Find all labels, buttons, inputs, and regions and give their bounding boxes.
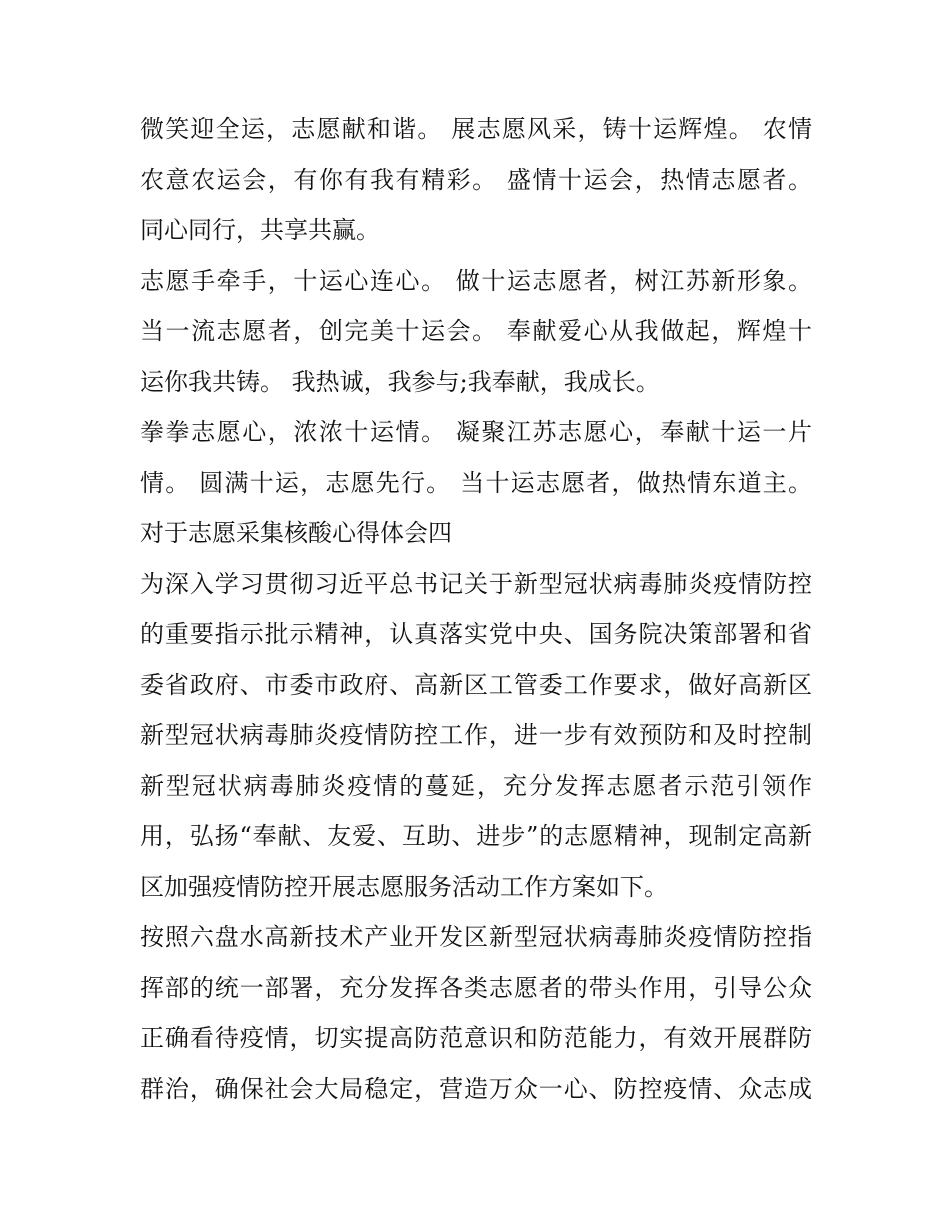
paragraph-guidance: [140, 912, 812, 1114]
heading-text: 对于志愿采集核酸心得体会四: [140, 519, 452, 547]
text-line: 区加强疫情防控开展志愿服务活动工作方案如下。: [140, 872, 668, 901]
document-body: [140, 104, 812, 1114]
text-line: 用，弘扬“奉献、友爱、互助、进步”的志愿精神，现制定高新: [140, 822, 812, 850]
text-line: 按照六盘水高新技术产业开发区新型冠状病毒肺炎疫情防控指: [140, 923, 812, 951]
text-line: 的重要指示批示精神，认真落实党中央、国务院决策部署和省: [140, 620, 812, 648]
paragraph-slogans-3: [140, 407, 812, 508]
text-line: 正确看待疫情，切实提高防范意识和防范能力，有效开展群防: [140, 1024, 812, 1052]
text-line: 委省政府、市委市政府、高新区工管委工作要求，做好高新区: [140, 670, 812, 699]
paragraph-slogans-2: [140, 256, 812, 408]
section-heading: [140, 508, 812, 559]
text-line: 情。 圆满十运，志愿先行。 当十运志愿者，做热情东道主。: [140, 468, 812, 497]
text-line: 挥部的统一部署，充分发挥各类志愿者的带头作用，引导公众: [140, 973, 812, 1002]
text-line: 农意农运会，有你有我有精彩。 盛情十运会，热情志愿者。: [140, 165, 812, 194]
paragraph-intro: [140, 559, 812, 913]
text-line: 同心同行，共享共赢。: [140, 216, 380, 244]
text-line: 运你我共铸。 我热诚，我参与;我奉献，我成长。: [140, 367, 660, 396]
text-line: 新型冠状病毒肺炎疫情防控工作，进一步有效预防和及时控制: [140, 721, 812, 749]
text-line: 志愿手牵手，十运心连心。 做十运志愿者，树江苏新形象。: [140, 266, 812, 295]
text-line: 当一流志愿者，创完美十运会。 奉献爱心从我做起，辉煌十: [140, 317, 812, 345]
text-line: 为深入学习贯彻习近平总书记关于新型冠状病毒肺炎疫情防控: [140, 569, 812, 598]
text-line: 微笑迎全运，志愿献和谐。 展志愿风采，铸十运辉煌。 农情: [140, 115, 812, 143]
text-line: 群治，确保社会大局稳定，营造万众一心、防控疫情、众志成: [140, 1074, 812, 1103]
paragraph-slogans-1: [140, 104, 812, 256]
text-line: 新型冠状病毒肺炎疫情的蔓延，充分发挥志愿者示范引领作: [140, 771, 812, 800]
text-line: 拳拳志愿心，浓浓十运情。 凝聚江苏志愿心，奉献十运一片: [140, 418, 812, 446]
